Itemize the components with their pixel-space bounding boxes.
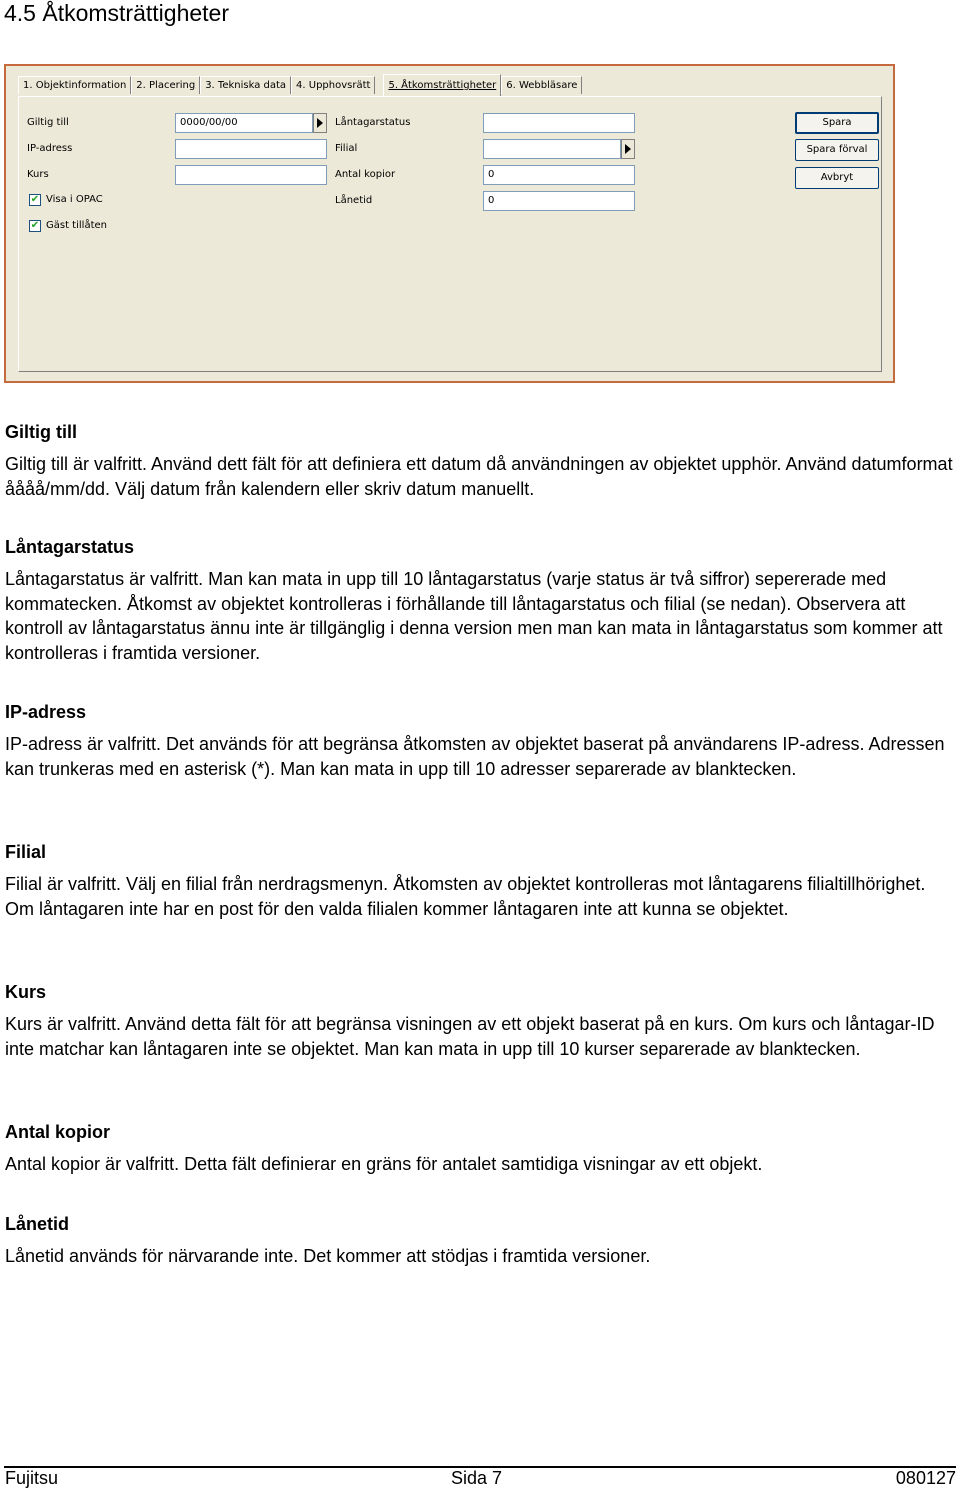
section-body-kurs: Kurs är valfritt. Använd detta fält för att begränsa visningen av ett objekt baserat på en kurs. Om kurs och låntagar-ID inte matchar kan låntagaren inte se objektet. Man kan mata in upp till 10 kurser separerade av blanktecken. <box>5 1014 935 1059</box>
section-body-filial: Filial är valfritt. Välj en filial från nerdragsmenyn. Åtkomsten av objektet kontrolleras mot låntagarens filialtillhörighet. Om låntagaren inte har en post för den valda filialen kommer låntagaren inte att kunna se objektet. <box>5 874 926 919</box>
gast-tillaten-checkbox[interactable]: ✔ <box>30 220 40 231</box>
lanetid-label: Lånetid <box>335 195 373 206</box>
section-title-giltig-till: Giltig till <box>5 422 77 442</box>
ip-adress-label: IP-adress <box>27 143 73 154</box>
tab-placering[interactable]: 2. Placering <box>131 76 200 94</box>
antal-kopior-input[interactable]: 0 <box>483 165 635 185</box>
visa-opac-checkbox[interactable]: ✔ <box>30 194 40 205</box>
tab-panel <box>18 96 882 372</box>
spara-forval-button[interactable]: Spara förval <box>795 139 879 161</box>
section-body-lantagarstatus: Låntagarstatus är valfritt. Man kan mata in upp till 10 låntagarstatus (varje status är två siffror) sepererade med kommatecken. Åtkomst av objektet kontrolleras i förhållande till låntagarstatus och filial (se nedan). Observera att kontroll av låntagarstatus ännu inte är tillgänglig i denna version men man kan mata in låntagarstatus som kommer att kontrolleras i framtida versioner. <box>5 569 943 663</box>
section-title-antal-kopior: Antal kopior <box>5 1122 111 1142</box>
section-title-lantagarstatus: Låntagarstatus <box>5 537 135 557</box>
page-title: 4.5 Åtkomsträttigheter <box>4 0 229 26</box>
arrow-right-icon <box>625 144 631 154</box>
section-title-filial: Filial <box>5 842 47 862</box>
tab-upphovsratt[interactable]: 4. Upphovsrätt <box>291 76 375 94</box>
giltig-till-calendar-button[interactable] <box>313 113 327 133</box>
section-title-lanetid: Lånetid <box>5 1214 70 1234</box>
section-title-ip-adress: IP-adress <box>5 702 87 722</box>
tab-webblasare[interactable]: 6. Webbläsare <box>501 76 582 94</box>
gast-tillaten-label: Gäst tillåten <box>46 220 107 231</box>
section-body-ip-adress: IP-adress är valfritt. Det används för att begränsa åtkomsten av objektet baserat på användarens IP-adress. Adressen kan trunkeras med en asterisk (*). Man kan mata in upp till 10 adresser separerade av blanktecken. <box>5 734 945 779</box>
filial-label: Filial <box>335 143 358 154</box>
kurs-label: Kurs <box>27 169 49 180</box>
spara-button[interactable]: Spara <box>795 112 879 134</box>
section-title-kurs: Kurs <box>5 982 47 1002</box>
lantagarstatus-input[interactable] <box>483 113 635 133</box>
footer-date: 080127 <box>895 1468 956 1488</box>
section-body-antal-kopior: Antal kopior är valfritt. Detta fält definierar en gräns för antalet samtidiga visningar av ett objekt. <box>5 1154 763 1174</box>
section-body-lanetid: Lånetid används för närvarande inte. Det kommer att stödjas i framtida versioner. <box>5 1246 651 1266</box>
arrow-right-icon <box>317 118 323 128</box>
antal-kopior-label: Antal kopior <box>335 169 396 180</box>
tab-bar <box>18 74 582 96</box>
ip-adress-input[interactable] <box>175 139 327 159</box>
tab-atkomstrattigheter[interactable]: 5. Åtkomsträttigheter <box>383 74 501 96</box>
kurs-input[interactable] <box>175 165 327 185</box>
section-body-giltig-till: Giltig till är valfritt. Använd dett fält för att definiera ett datum då användningen av objektet upphör. Använd datumformat åååå/mm/dd. Välj datum från kalendern eller skriv datum manuellt. <box>5 454 953 499</box>
avbryt-button[interactable]: Avbryt <box>795 167 879 189</box>
lantagarstatus-label: Låntagarstatus <box>335 117 411 128</box>
access-rights-dialog <box>4 64 895 383</box>
giltig-till-input[interactable]: 0000/00/00 <box>175 113 313 133</box>
giltig-till-label: Giltig till <box>27 117 69 128</box>
visa-opac-label: Visa i OPAC <box>46 194 103 205</box>
filial-select[interactable] <box>483 139 621 159</box>
tab-tekniska-data[interactable]: 3. Tekniska data <box>200 76 291 94</box>
tab-objektinformation[interactable]: 1. Objektinformation <box>18 76 131 94</box>
filial-dropdown-button[interactable] <box>621 139 635 159</box>
lanetid-input[interactable]: 0 <box>483 191 635 211</box>
footer-page-number: Sida 7 <box>451 1468 503 1488</box>
footer-company: Fujitsu <box>5 1468 59 1488</box>
